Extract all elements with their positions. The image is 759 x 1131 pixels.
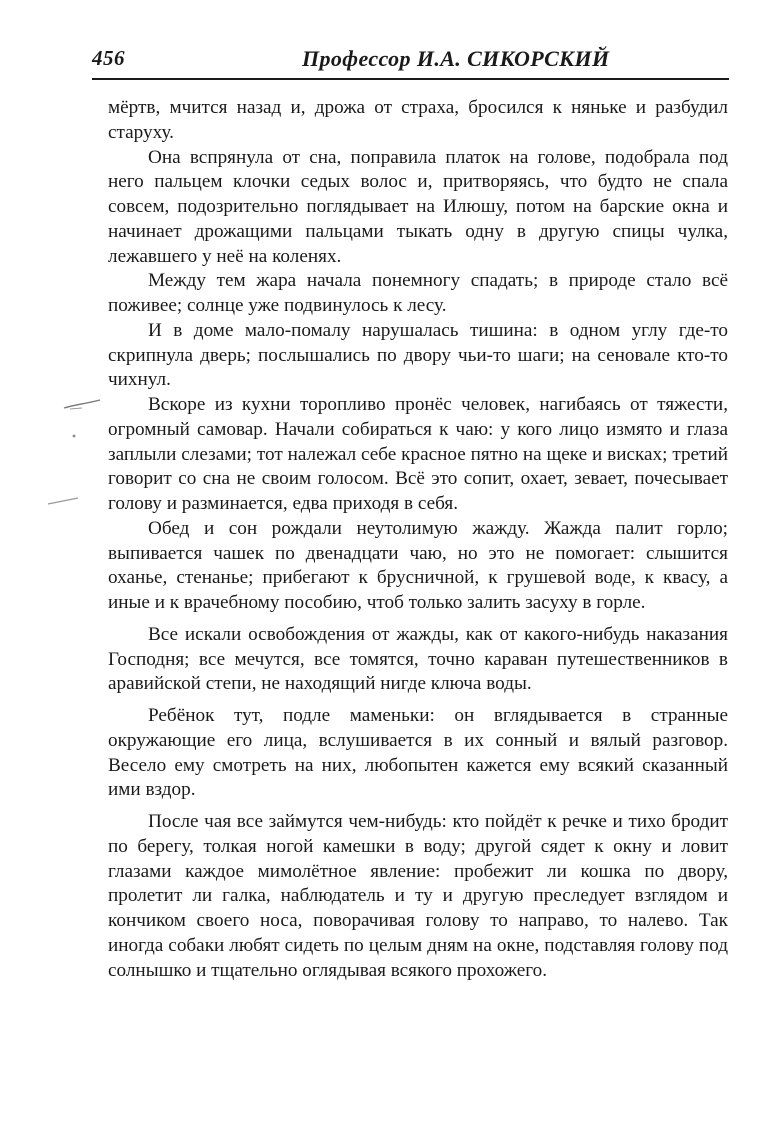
margin-mark-dot	[70, 432, 80, 442]
margin-mark-top	[60, 396, 110, 416]
paragraph-1: мёртв, мчится назад и, дрожа от страха, бросился к няньке и разбудил старуху.	[108, 97, 728, 143]
paragraph-4: И в доме мало-помалу нарушалась тишина: в одном углу где-то скрипнула дверь; послышались по двору чьи-то шаги; на сеновале кто-то чихнул.	[108, 319, 728, 391]
margin-mark-bottom	[44, 494, 84, 508]
page-header	[92, 46, 712, 76]
paragraph-7: Все искали освобождения от жажды, как от какого-нибудь наказания Господня; все мечутся, все томятся, точно караван путешественников в аравийской степи, не находящий нигде ключа воды.	[108, 623, 728, 695]
body-text	[108, 96, 728, 983]
running-title: Профессор И.А. СИКОРСКИЙ	[302, 46, 610, 71]
paragraph-8: Ребёнок тут, подле маменьки: он вглядывается в странные окружающие его лица, вслушивается в их сонный и вялый разговор. Весело ему смотреть на них, любопытен кажется ему всякий сказанный ими вздор.	[108, 705, 728, 801]
page-number: 456	[92, 46, 125, 70]
paragraph-3: Между тем жара начала понемногу спадать; в природе стало всё поживее; солнце уже подвинулось к лесу.	[108, 270, 728, 316]
paragraph-5: Вскоре из кухни торопливо пронёс человек, нагибаясь от тяжести, огромный самовар. Начали собираться к чаю: у кого лицо измято и глаза заплыли слезами; тот належал себе красное пятно на щеке и висках; третий говорит со сна не своим голосом. Всё это сопит, охает, зевает, почесывает голову и разминается, едва приходя в себя.	[108, 394, 728, 514]
paragraph-9: После чая все займутся чем-нибудь: кто пойдёт к речке и тихо бродит по берегу, толкая ногой камешки в воду; другой сядет к окну и ловит глазами каждое мимолётное явление: пробежит ли кошка по двору, пролетит ли галка, наблюдатель и ту и другую преследует взглядом и кончиком своего носа, поворачивая голову то направо, то налево. Так иногда собаки любят сидеть по целым дням на окне, подставляя голову под солнышко и тщательно оглядывая всякого прохожего.	[108, 811, 728, 981]
paragraph-2: Она вспрянула от сна, поправила платок на голове, подобрала под него пальцем клочки седых волос и, притворяясь, что будто не спала совсем, подозрительно поглядывает на Илюшу, потом на барские окна и начинает дрожащими пальцами тыкать одну в другую спицы чулка, лежавшего у неё на коленях.	[108, 146, 728, 267]
paragraph-6: Обед и сон рождали неутолимую жажду. Жажда палит горло; выпивается чашек по двенадцати чаю, но это не помогает: слышится оханье, стенанье; прибегают к брусничной, к грушевой воде, к квасу, а иные и к врачебному пособию, чтоб только залить засуху в горле.	[108, 517, 728, 613]
header-rule	[92, 78, 729, 80]
